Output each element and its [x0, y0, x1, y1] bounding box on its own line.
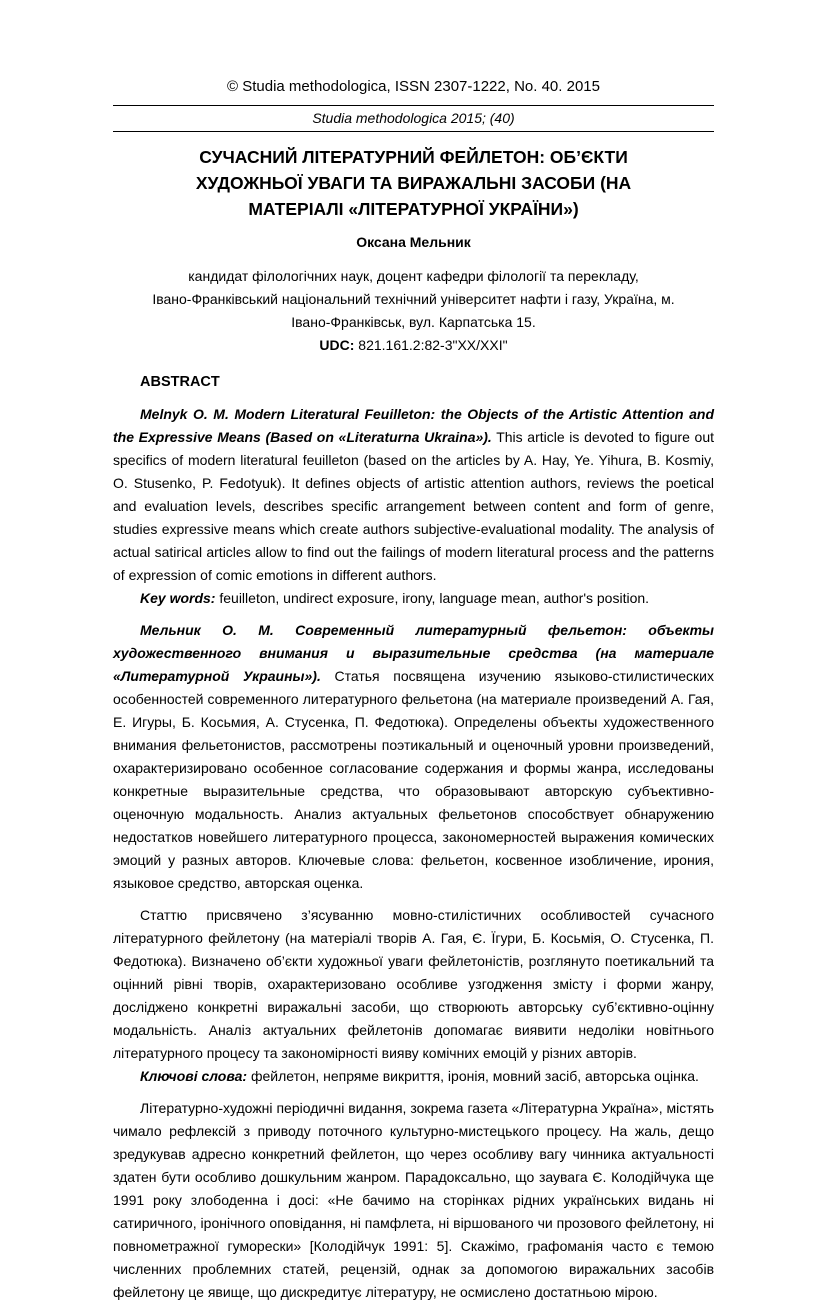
- keywords-en-line: [113, 587, 714, 610]
- udc-value: 821.161.2:82-3"XX/XXI": [354, 337, 508, 353]
- article-title-line-2: ХУДОЖНЬОЇ УВАГИ ТА ВИРАЖАЛЬНІ ЗАСОБИ (НА: [195, 173, 632, 193]
- journal-issue-line: Studia methodologica 2015; (40): [312, 110, 515, 126]
- abstract-ru-paragraph: [113, 619, 714, 895]
- affiliation-line-2: Івано-Франківський національний технічний університет нафти і газу, Україна, м.: [152, 291, 675, 307]
- page-content: [113, 78, 714, 1304]
- keywords-uk-line: [113, 1065, 714, 1088]
- author-affiliation: [113, 265, 714, 334]
- header-rule-bottom: [113, 131, 714, 132]
- abstract-ru-text: Статья посвящена изучению языково-стилистических особенностей современного литературного фельетона (на материале произведений А. Гая, Е. Игуры, Б. Косьмия, А. Стусенка, П. Федотюка). Определены объекты художественного внимания фельетонистов, рассмотрены поэтикальный и оценочный уровни произведений, охарактеризировано особенное согласование содержания и формы жанра, исследованы конкретные выразительные средства, что образовывают авторскую субъективно-оценочную модальность. Анализ актуальных фельетонов способствует обнаружению недостатков новейшего литературного процесса, закономерностей выражения комических эмоций у разных авторов. Ключевые слова: фельетон, косвенное изобличение, ирония, языковое средство, авторская оценка.: [113, 668, 714, 891]
- udc-line: [113, 334, 714, 357]
- article-title-line-3: МАТЕРІАЛІ «ЛІТЕРАТУРНОЇ УКРАЇНИ»): [248, 199, 579, 219]
- body-paragraph-text: Літературно-художні періодичні видання, зокрема газета «Літературна Україна», містять чимало рефлексій з приводу поточного культурно-мистецького процесу. На жаль, дещо зредукував адресно конкретний фейлетон, що через особливу вагу чинника актуальності здатен бути особливо дошкульним жанром. Парадоксально, що заувага Є. Колодійчука ще 1991 року злободенна і досі: «Не бачимо на сторінках рідних українських видань ні сатиричного, іронічного оповідання, ні памфлета, ні віршованого чи прозового фейлетону, ні повнометражної гуморески» [Колодійчук 1991: 5]. Скажімо, графоманія часто є темою численних проблемних статей, рецензій, однак за допомогою виражальних засобів фейлетону це явище, що дискредитує літературу, не осмислено достатньою мірою.: [113, 1100, 714, 1300]
- abstract-uk-paragraph: [113, 904, 714, 1065]
- udc-label: UDC:: [319, 337, 355, 353]
- author-name: Оксана Мельник: [356, 234, 471, 250]
- abstract-ru-lead: Мельник О. М. Современный литературный фельетон: объекты художественного внимания и выразительные средства (на материале «Литературной Украины»).: [113, 622, 714, 684]
- keywords-en-text: feuilleton, undirect exposure, irony, language mean, author's position.: [215, 590, 650, 606]
- copyright-line: © Studia methodologica, ISSN 2307-1222, No. 40. 2015: [227, 78, 600, 95]
- affiliation-line-3: Івано-Франківськ, вул. Карпатська 15.: [291, 314, 536, 330]
- abstract-uk-text: Статтю присвячено з’ясуванню мовно-стилістичних особливостей сучасного літературного фейлетону (на матеріалі творів А. Гая, Є. Їгури, Б. Косьмія, О. Стусенка, П. Федотюка). Визначено об’єкти художньої уваги фейлетоністів, розглянуто поетикальний та оцінний рівні творів, охарактеризовано особливе узгодження змісту і форми жанру, досліджено конкретні виражальні засоби, що створюють авторську суб’єктивно-оцінну модальність. Аналіз актуальних фейлетонів допомагає виявити недоліки новітнього літературного процесу та закономірності вияву комічних емоцій у різних авторів.: [113, 907, 714, 1061]
- affiliation-line-1: кандидат філологічних наук, доцент кафедри філології та перекладу,: [188, 268, 639, 284]
- article-title: [113, 144, 714, 222]
- abstract-heading: ABSTRACT: [140, 374, 220, 390]
- keywords-en-label: Key words:: [140, 590, 216, 606]
- keywords-uk-text: фейлетон, непряме викриття, іронія, мовний засіб, авторська оцінка.: [247, 1068, 699, 1084]
- article-title-line-1: СУЧАСНИЙ ЛІТЕРАТУРНИЙ ФЕЙЛЕТОН: ОБ’ЄКТИ: [199, 147, 628, 167]
- abstract-en-text: This article is devoted to figure out specifics of modern literatural feuilleton (based on the articles by A. Hay, Ye. Yihura, B. Kosmiy, O. Stusenko, P. Fedotyuk). It defines objects of artistic attention authors, reviews the poetical and evaluation levels, describes specific arrangement between content and form of genre, studies expressive means which create authors subjective-evaluational modality. The analysis of actual satirical articles allow to find out the failings of modern literatural process and the patterns of expression of comic emotions in different authors.: [113, 429, 714, 583]
- body-paragraph: [113, 1097, 714, 1304]
- keywords-uk-label: Ключові слова:: [140, 1068, 248, 1084]
- abstract-en-lead: Melnyk O. M. Modern Literatural Feuilleton: the Objects of the Artistic Attention and the Expressive Means (Based on «Literaturna Ukraina»).: [113, 406, 714, 445]
- abstract-en-paragraph: [113, 403, 714, 587]
